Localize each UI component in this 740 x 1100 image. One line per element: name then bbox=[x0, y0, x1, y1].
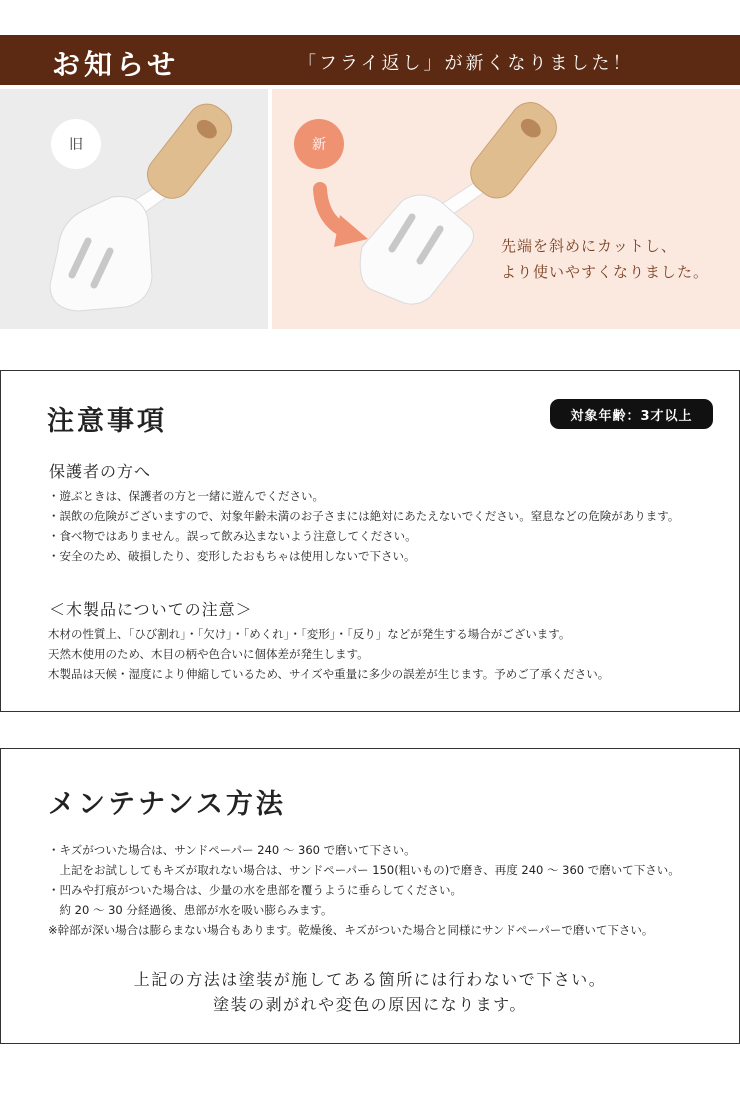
caution-title: 注意事項 bbox=[47, 406, 167, 437]
guardian-item: ・遊ぶときは、保護者の方と一緒に遊んでください。 bbox=[48, 489, 324, 503]
wood-heading: ＜木製品についての注意＞ bbox=[49, 600, 253, 619]
age-badge: 対象年齢：3才以上 bbox=[550, 399, 713, 429]
new-caption-line1: 先端を斜めにカットし、 bbox=[501, 237, 677, 255]
new-badge: 新 bbox=[294, 119, 344, 169]
old-product-panel bbox=[0, 89, 268, 329]
maintenance-note-line2: 塗装の剥がれや変色の原因になります。 bbox=[213, 995, 527, 1014]
new-caption-line2: より使いやすくなりました。 bbox=[501, 263, 710, 281]
maintenance-item: 上記をお試ししてもキズが取れない場合は、サンドペーパー 150(粗いもの)で磨き、再度 240 ～ 360 で磨いて下さい。 bbox=[48, 863, 680, 877]
old-badge: 旧 bbox=[51, 119, 101, 169]
maintenance-item: ・キズがついた場合は、サンドペーパー 240 ～ 360 で磨いて下さい。 bbox=[48, 843, 416, 857]
guardian-item: ・誤飲の危険がございますので、対象年齢未満のお子さまには絶対にあたえないでください。窒息などの危険があります。 bbox=[48, 509, 680, 523]
maintenance-note-line1: 上記の方法は塗装が施してある箇所には行わないで下さい。 bbox=[133, 970, 607, 989]
new-product-panel bbox=[272, 89, 740, 329]
notice-message: 「フライ返し」が新くなりました！ bbox=[298, 53, 634, 74]
caution-section bbox=[0, 370, 740, 712]
notice-banner bbox=[0, 35, 740, 85]
guardian-item: ・食べ物ではありません。誤って飲み込まないよう注意してください。 bbox=[48, 529, 417, 543]
guardian-heading: 保護者の方へ bbox=[49, 462, 152, 481]
guardian-item: ・安全のため、破損したり、変形したおもちゃは使用しないで下さい。 bbox=[48, 549, 416, 563]
old-spatula-image bbox=[0, 89, 268, 329]
maintenance-section bbox=[0, 748, 740, 1044]
maintenance-title: メンテナンス方法 bbox=[48, 789, 286, 820]
maintenance-item: ・凹みや打痕がついた場合は、少量の水を患部を覆うように垂らしてください。 bbox=[48, 883, 462, 897]
wood-item: 天然木使用のため、木目の柄や色合いに個体差が発生します。 bbox=[48, 647, 369, 661]
wood-item: 木製品は天候・湿度により伸縮しているため、サイズや重量に多少の誤差が生じます。予めご了承ください。 bbox=[48, 667, 610, 681]
new-caption bbox=[501, 233, 709, 285]
new-spatula-image bbox=[272, 89, 740, 329]
maintenance-item: 約 20 ～ 30 分経過後、患部が水を吸い膨らみます。 bbox=[48, 903, 333, 917]
maintenance-item: ※幹部が深い場合は膨らまない場合もあります。乾燥後、キズがついた場合と同様にサンドペーパーで磨いて下さい。 bbox=[48, 923, 654, 937]
wood-item: 木材の性質上、「ひび割れ」・「欠け」・「めくれ」・「変形」・「反り」などが発生する場合がございます。 bbox=[48, 627, 571, 641]
notice-title: お知らせ bbox=[52, 48, 180, 81]
